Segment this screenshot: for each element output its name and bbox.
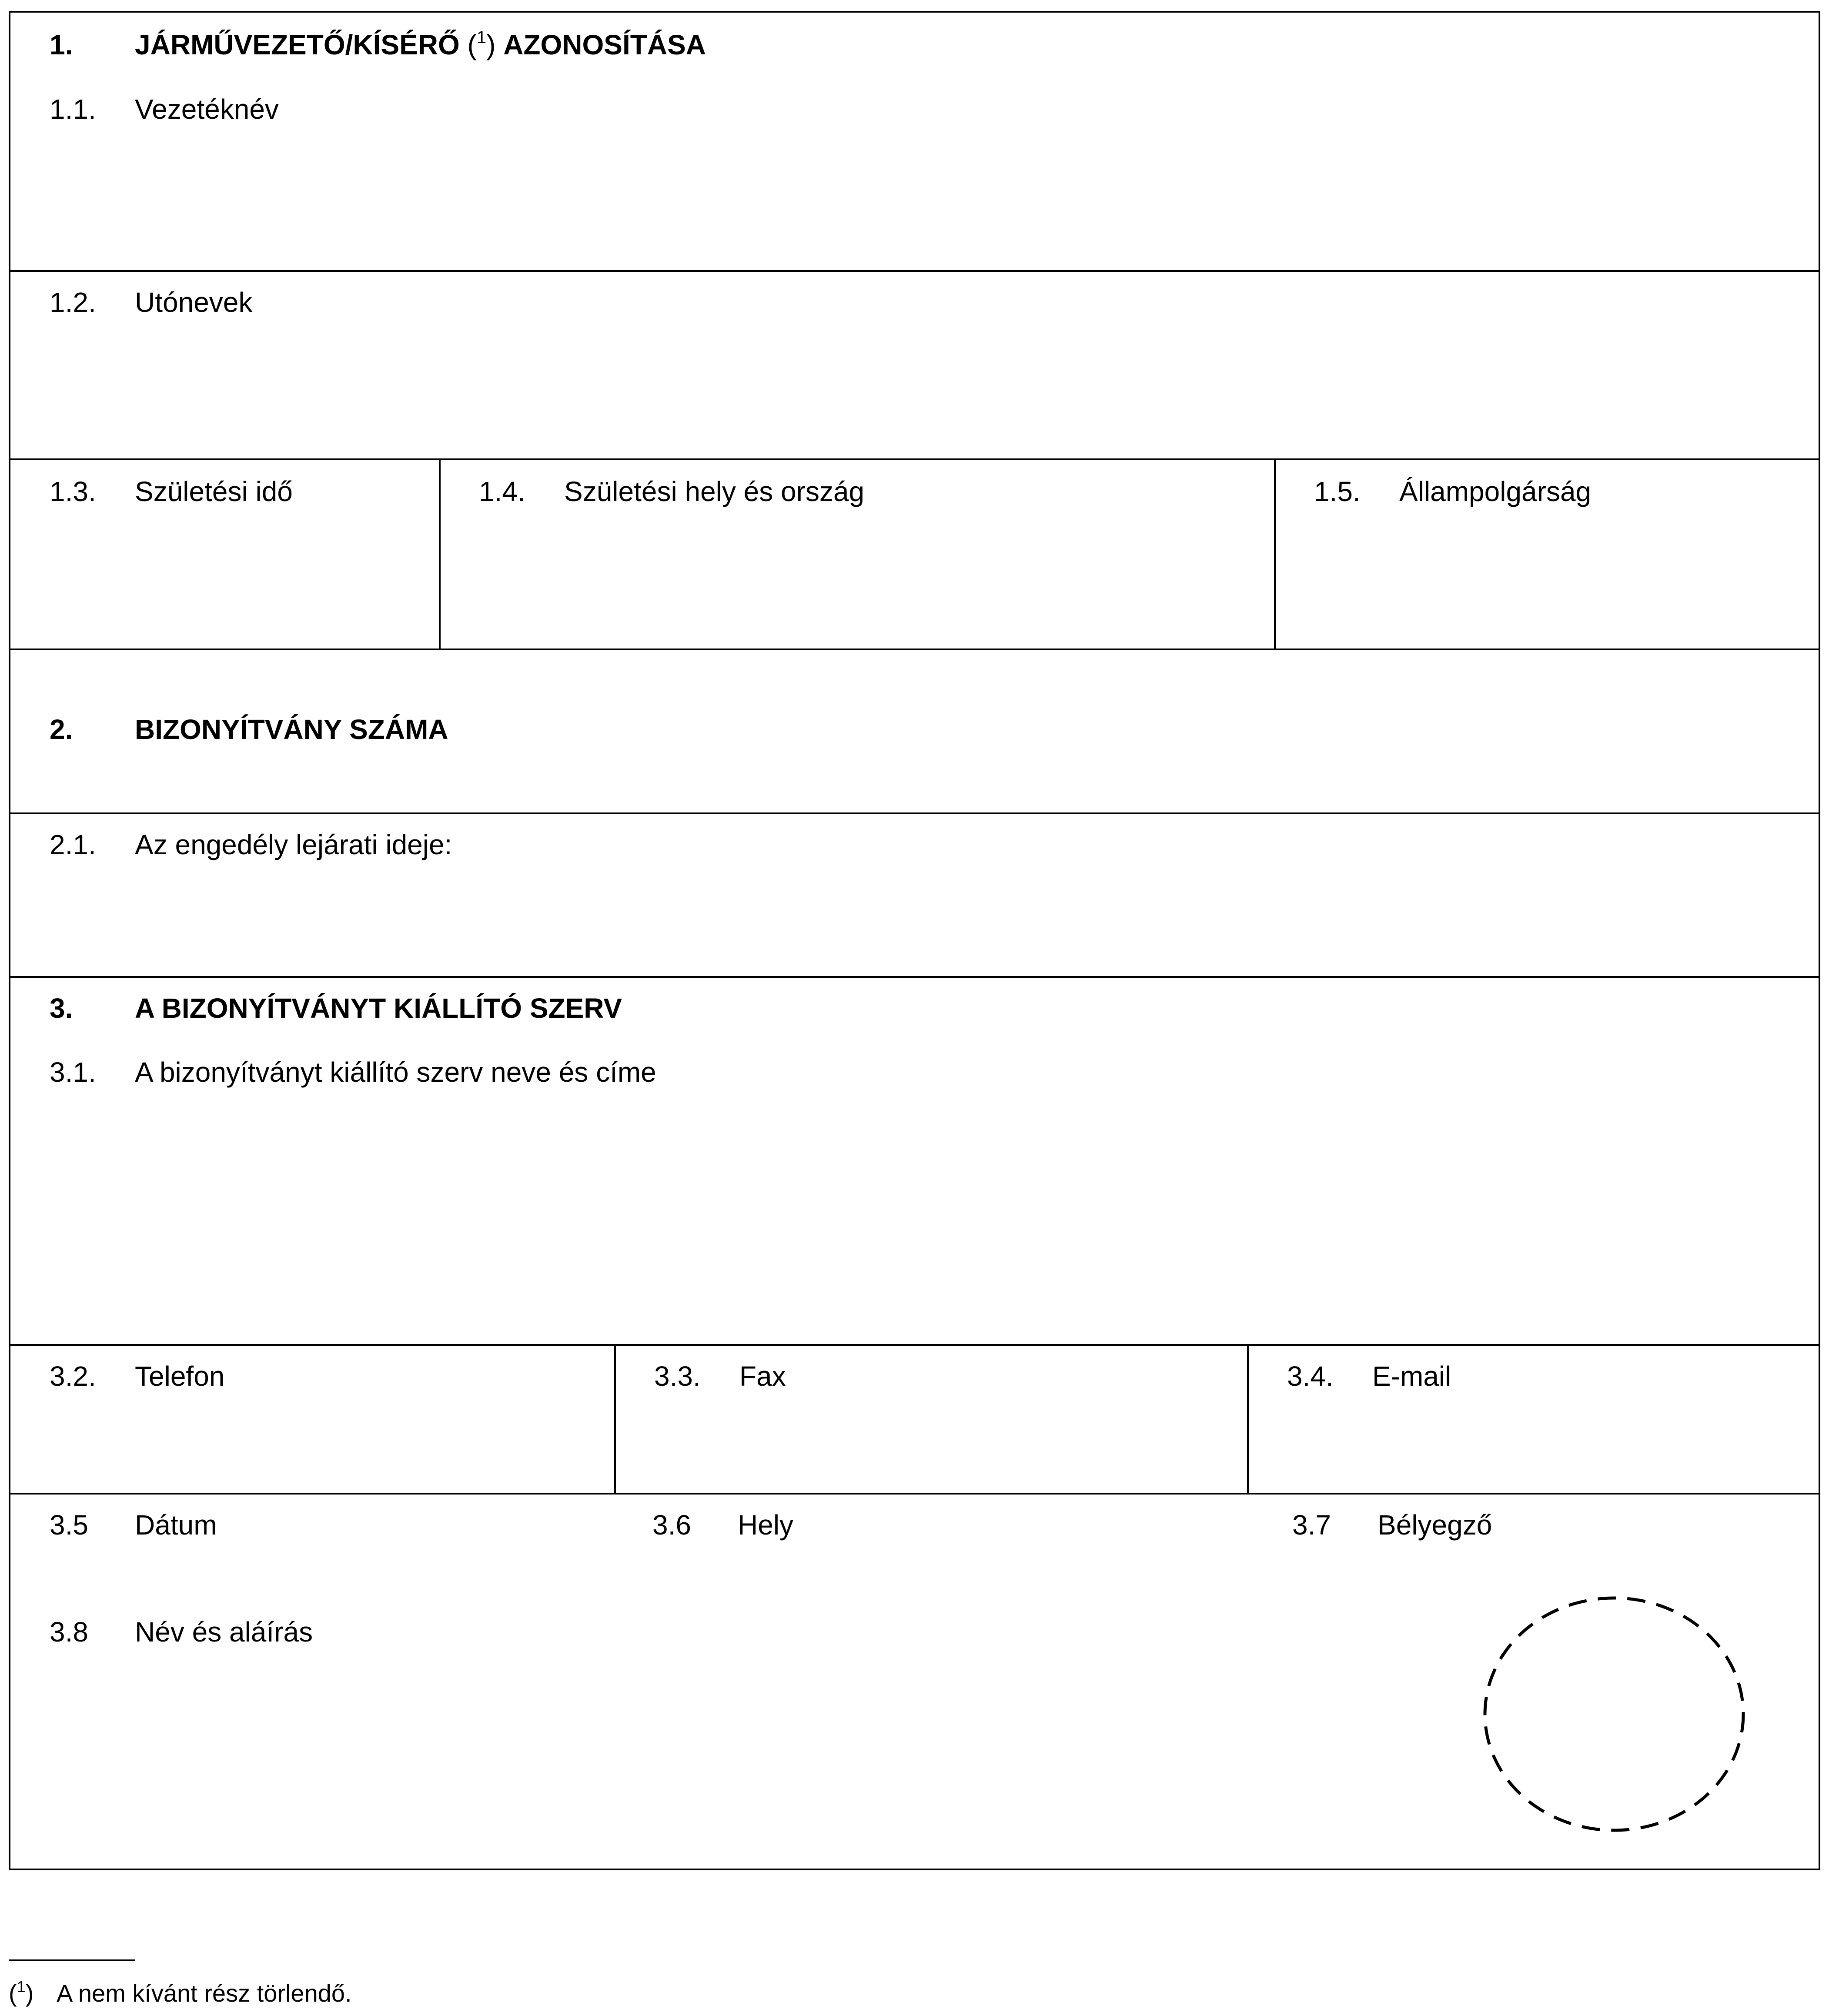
field-number: 3.4. bbox=[1287, 1361, 1334, 1392]
field-label: Születési hely és ország bbox=[564, 476, 865, 507]
field-number: 1.4. bbox=[479, 476, 525, 507]
section3-number: 3. bbox=[50, 993, 73, 1024]
field-issuer[interactable] bbox=[50, 1058, 656, 1086]
field-number: 3.3. bbox=[654, 1361, 701, 1392]
section2-title: BIZONYÍTVÁNY SZÁMA bbox=[135, 714, 448, 745]
row-section3-issuer bbox=[10, 978, 1819, 1346]
field-number: 1.3. bbox=[50, 476, 96, 507]
row-section2 bbox=[10, 650, 1819, 814]
section3-heading bbox=[50, 994, 622, 1022]
row-given-names bbox=[10, 272, 1819, 460]
section1-heading bbox=[50, 28, 706, 60]
field-number: 3.5 bbox=[50, 1509, 88, 1541]
field-label: A bizonyítványt kiállító szerv neve és címe bbox=[135, 1056, 656, 1088]
field-label: Fax bbox=[739, 1361, 786, 1392]
field-label: Az engedély lejárati ideje: bbox=[135, 829, 452, 860]
section1-title-part-a: JÁRMŰVEZETŐ/KÍSÉRŐ bbox=[135, 29, 460, 60]
footnote-ref-number: 1 bbox=[476, 28, 487, 47]
field-birth-place bbox=[479, 478, 864, 505]
cell-birth-date[interactable] bbox=[10, 460, 439, 649]
field-label: E-mail bbox=[1372, 1361, 1451, 1392]
field-signature[interactable] bbox=[50, 1618, 313, 1646]
field-date[interactable] bbox=[50, 1511, 217, 1539]
field-number: 3.1. bbox=[50, 1056, 96, 1088]
field-label: Név és aláírás bbox=[135, 1616, 313, 1648]
row-expiry bbox=[10, 814, 1819, 978]
field-number: 3.6 bbox=[652, 1509, 691, 1541]
cell-fax[interactable] bbox=[614, 1346, 1247, 1493]
field-email bbox=[1287, 1362, 1451, 1390]
field-label: Hely bbox=[738, 1509, 794, 1541]
footnote-separator bbox=[9, 1959, 135, 1961]
field-surname[interactable] bbox=[50, 95, 279, 123]
section3-title: A BIZONYÍTVÁNYT KIÁLLÍTÓ SZERV bbox=[135, 993, 622, 1024]
footnote bbox=[9, 1978, 352, 2007]
field-fax bbox=[654, 1362, 786, 1390]
field-nationality bbox=[1314, 478, 1591, 505]
section1-title bbox=[135, 28, 706, 60]
field-birth-date bbox=[50, 478, 293, 505]
field-label: Születési idő bbox=[135, 476, 293, 507]
footnote-mark: ($^1$) bbox=[9, 1978, 34, 2007]
row-contacts bbox=[10, 1346, 1819, 1494]
cell-nationality[interactable] bbox=[1274, 460, 1819, 649]
certificate-form bbox=[9, 11, 1820, 1870]
field-number: 3.8 bbox=[50, 1616, 88, 1648]
row-section1-surname bbox=[10, 13, 1819, 272]
field-label: Bélyegző bbox=[1378, 1509, 1492, 1541]
field-number: 2.1. bbox=[50, 829, 96, 860]
field-number: 3.7 bbox=[1292, 1509, 1331, 1541]
footnote-reference[interactable]: ($^1$) bbox=[467, 28, 504, 60]
field-stamp[interactable] bbox=[1292, 1511, 1492, 1539]
field-label: Utónevek bbox=[135, 287, 253, 318]
field-label: Telefon bbox=[135, 1361, 225, 1392]
row-birth-data bbox=[10, 460, 1819, 650]
field-label: Vezetéknév bbox=[135, 94, 279, 125]
row-date-place-stamp bbox=[10, 1494, 1819, 1869]
field-label: Dátum bbox=[135, 1509, 217, 1541]
cell-phone[interactable] bbox=[10, 1346, 614, 1493]
field-label: Állampolgárság bbox=[1399, 476, 1592, 507]
field-number: 1.2. bbox=[50, 287, 96, 318]
stamp-placeholder-circle bbox=[1479, 1592, 1749, 1836]
field-number: 1.5. bbox=[1314, 476, 1361, 507]
field-expiry[interactable] bbox=[50, 831, 452, 859]
section2-number: 2. bbox=[50, 714, 73, 745]
section1-title-part-b: AZONOSÍTÁSA bbox=[503, 29, 706, 60]
footnote-text: A nem kívánt rész törlendő. bbox=[57, 1979, 352, 2007]
field-given-names[interactable] bbox=[50, 288, 252, 316]
cell-birth-place[interactable] bbox=[439, 460, 1274, 649]
field-number: 3.2. bbox=[50, 1361, 96, 1392]
field-phone bbox=[50, 1362, 224, 1390]
field-number: 1.1. bbox=[50, 94, 96, 125]
section1-number: 1. bbox=[50, 29, 73, 60]
footnote-mark-number: 1 bbox=[17, 1978, 26, 1996]
field-place[interactable] bbox=[652, 1511, 793, 1539]
section2-heading bbox=[50, 715, 448, 743]
cell-email[interactable] bbox=[1247, 1346, 1819, 1493]
